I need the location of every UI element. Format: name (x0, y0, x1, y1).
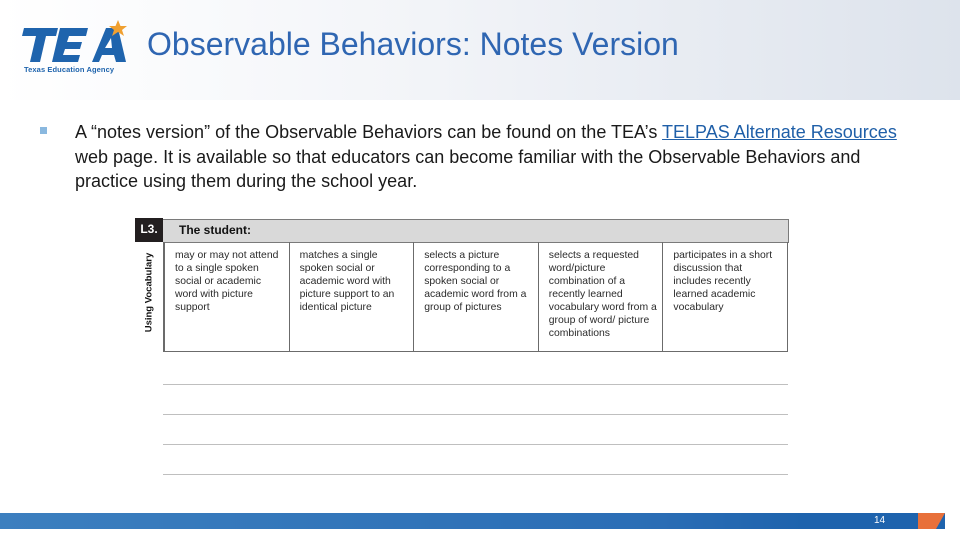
behavior-cell: matches a single spoken social or academic word with picture support to an identical picture (289, 242, 414, 351)
footer-accent-icon (918, 513, 945, 529)
body-paragraph (75, 120, 925, 194)
bullet-marker (40, 127, 47, 134)
slide-title: Observable Behaviors: Notes Version (147, 26, 679, 62)
note-line (163, 384, 788, 385)
tea-logo-mark-icon (22, 18, 132, 66)
form-side-label: Using Vocabulary (143, 252, 155, 333)
form-header-bar (163, 219, 789, 243)
form-item-label: L3. (135, 218, 163, 242)
note-line (163, 414, 788, 415)
behavior-cell: selects a picture corresponding to a spoken social or academic word from a group of pictures (413, 242, 538, 351)
form-behavior-grid (163, 242, 788, 352)
footer-bar (0, 513, 945, 529)
body-text-after-link: web page. It is available so that educators can become familiar with the Observable Behaviors and practice using them during the school year. (75, 146, 861, 191)
behavior-cell: participates in a short discussion that includes recently learned academic vocabulary (662, 242, 787, 351)
body-text-before-link: A “notes version” of the Observable Behaviors can be found on the TEA’s (75, 122, 663, 142)
page-number: 14 (874, 515, 886, 526)
logo-subtitle: Texas Education Agency (24, 65, 115, 74)
note-line (163, 444, 788, 445)
form-side-label-box (137, 242, 159, 350)
note-line (163, 474, 788, 475)
tea-logo (22, 18, 132, 80)
telpas-alternate-resources-link[interactable]: TELPAS Alternate Resources (662, 122, 897, 142)
behavior-cell: may or may not attend to a single spoken social or academic word with picture support (164, 242, 289, 351)
notes-lines (163, 384, 788, 504)
behavior-cell: selects a requested word/picture combination of a recently learned vocabulary word from a group of word/ picture combinations (538, 242, 663, 351)
observable-behaviors-form (135, 218, 789, 352)
form-header-text: The student: (179, 223, 251, 237)
slide-header (0, 0, 960, 100)
